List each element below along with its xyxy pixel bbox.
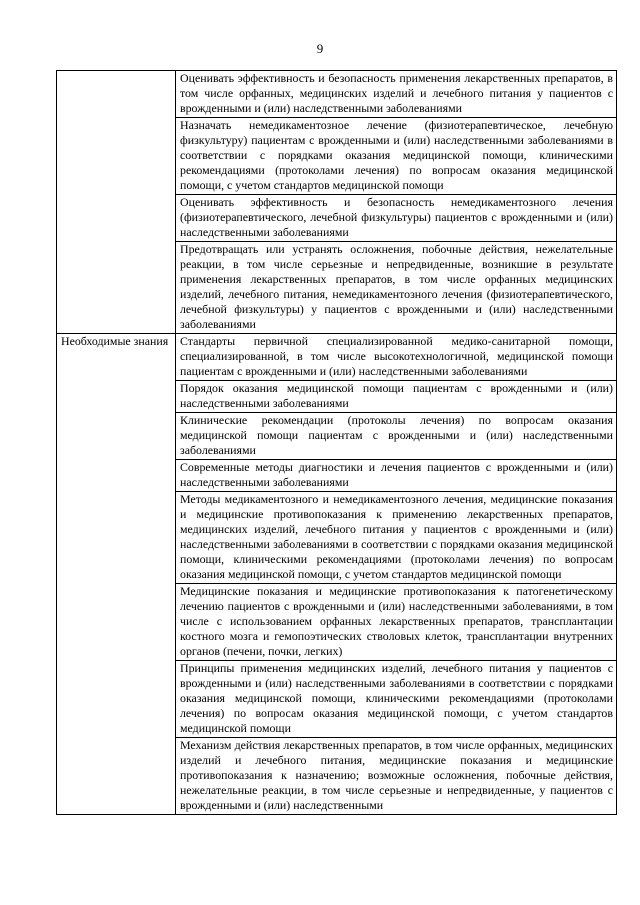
table-cell: Оценивать эффективность и безопасность немедикаментозного лечения (физиотерапевтического, лечебной физкультуры) пациентов с врожденными и (или) наследственными заболеваниями [176,195,617,242]
table-cell: Клинические рекомендации (протоколы лечения) по вопросам оказания медицинской помощи пациентам с врожденными и (или) наследственными заболеваниями [176,413,617,460]
table-cell: Оценивать эффективность и безопасность применения лекарственных препаратов, в том числе орфанных, медицинских изделий и лечебного питания у пациентов с врожденными и (или) наследственными заболеваниями [176,71,617,118]
table-cell: Принципы применения медицинских изделий, лечебного питания у пациентов с врожденными и (или) наследственными заболеваниями в соответствии с порядками оказания медицинской помощи, клиническими рекомендациями (протоколами лечения) по вопросам оказания медицинской помощи, с учетом стандартов медицинской помощи [176,661,617,738]
table-cell: Механизм действия лекарственных препаратов, в том числе орфанных, медицинских изделий и лечебного питания, медицинские показания и медицинские противопоказания к назначению; возможные осложнения, побочные действия, нежелательные реакции, в том числе серьезные и непредвиденные, у пациентов с врожденными и (или) наследственными [176,738,617,815]
table-cell: Назначать немедикаментозное лечение (физиотерапевтическое, лечебную физкультуру) пациентам с врожденными и (или) наследственными заболеваниями в соответствии с порядками оказания медицинской помощи, клиническими рекомендациями (протоколами лечения) по вопросам оказания медицинской помощи, с учетом стандартов медицинской помощи [176,118,617,195]
table-cell: Методы медикаментозного и немедикаментозного лечения, медицинские показания и медицинские противопоказания к применению лекарственных препаратов, медицинских изделий, лечебного питания у пациентов с врожденными и (или) наследственными заболеваниями в соответствии с порядками оказания медицинской помощи, клиническими рекомендациями (протоколами лечения) по вопросам оказания медицинской помощи, с учетом стандартов медицинской помощи [176,492,617,584]
table-cell: Порядок оказания медицинской помощи пациентам с врожденными и (или) наследственными заболеваниями [176,381,617,413]
table-cell: Стандарты первичной специализированной медико-санитарной помощи, специализированной, в том числе высокотехнологичной, медицинской помощи пациентам с врожденными и (или) наследственными заболеваниями [176,334,617,381]
table-cell: Предотвращать или устранять осложнения, побочные действия, нежелательные реакции, в том числе серьезные и непредвиденные, возникшие в результате применения лекарственных препаратов, в том числе орфанных медицинских изделий, лечебного питания, немедикаментозного лечения (физиотерапевтического, лечебной физкультуры) у пациентов с врожденными и (или) наследственными заболеваниями [176,242,617,334]
row-label-required-knowledge: Необходимые знания [57,334,176,815]
requirements-table [56,70,617,815]
row-label [57,71,176,334]
table-cell: Современные методы диагностики и лечения пациентов с врожденными и (или) наследственными заболеваниями [176,460,617,492]
table-row [57,334,617,381]
table-cell: Медицинские показания и медицинские противопоказания к патогенетическому лечению пациентов с врожденными и (или) наследственными заболеваниями, в том числе с использованием орфанных лекарственных препаратов, трансплантации костного мозга и гемопоэтических стволовых клеток, трансплантации внутренних органов (печени, почки, легких) [176,584,617,661]
page-number: 9 [316,41,324,56]
table-row [57,71,617,118]
